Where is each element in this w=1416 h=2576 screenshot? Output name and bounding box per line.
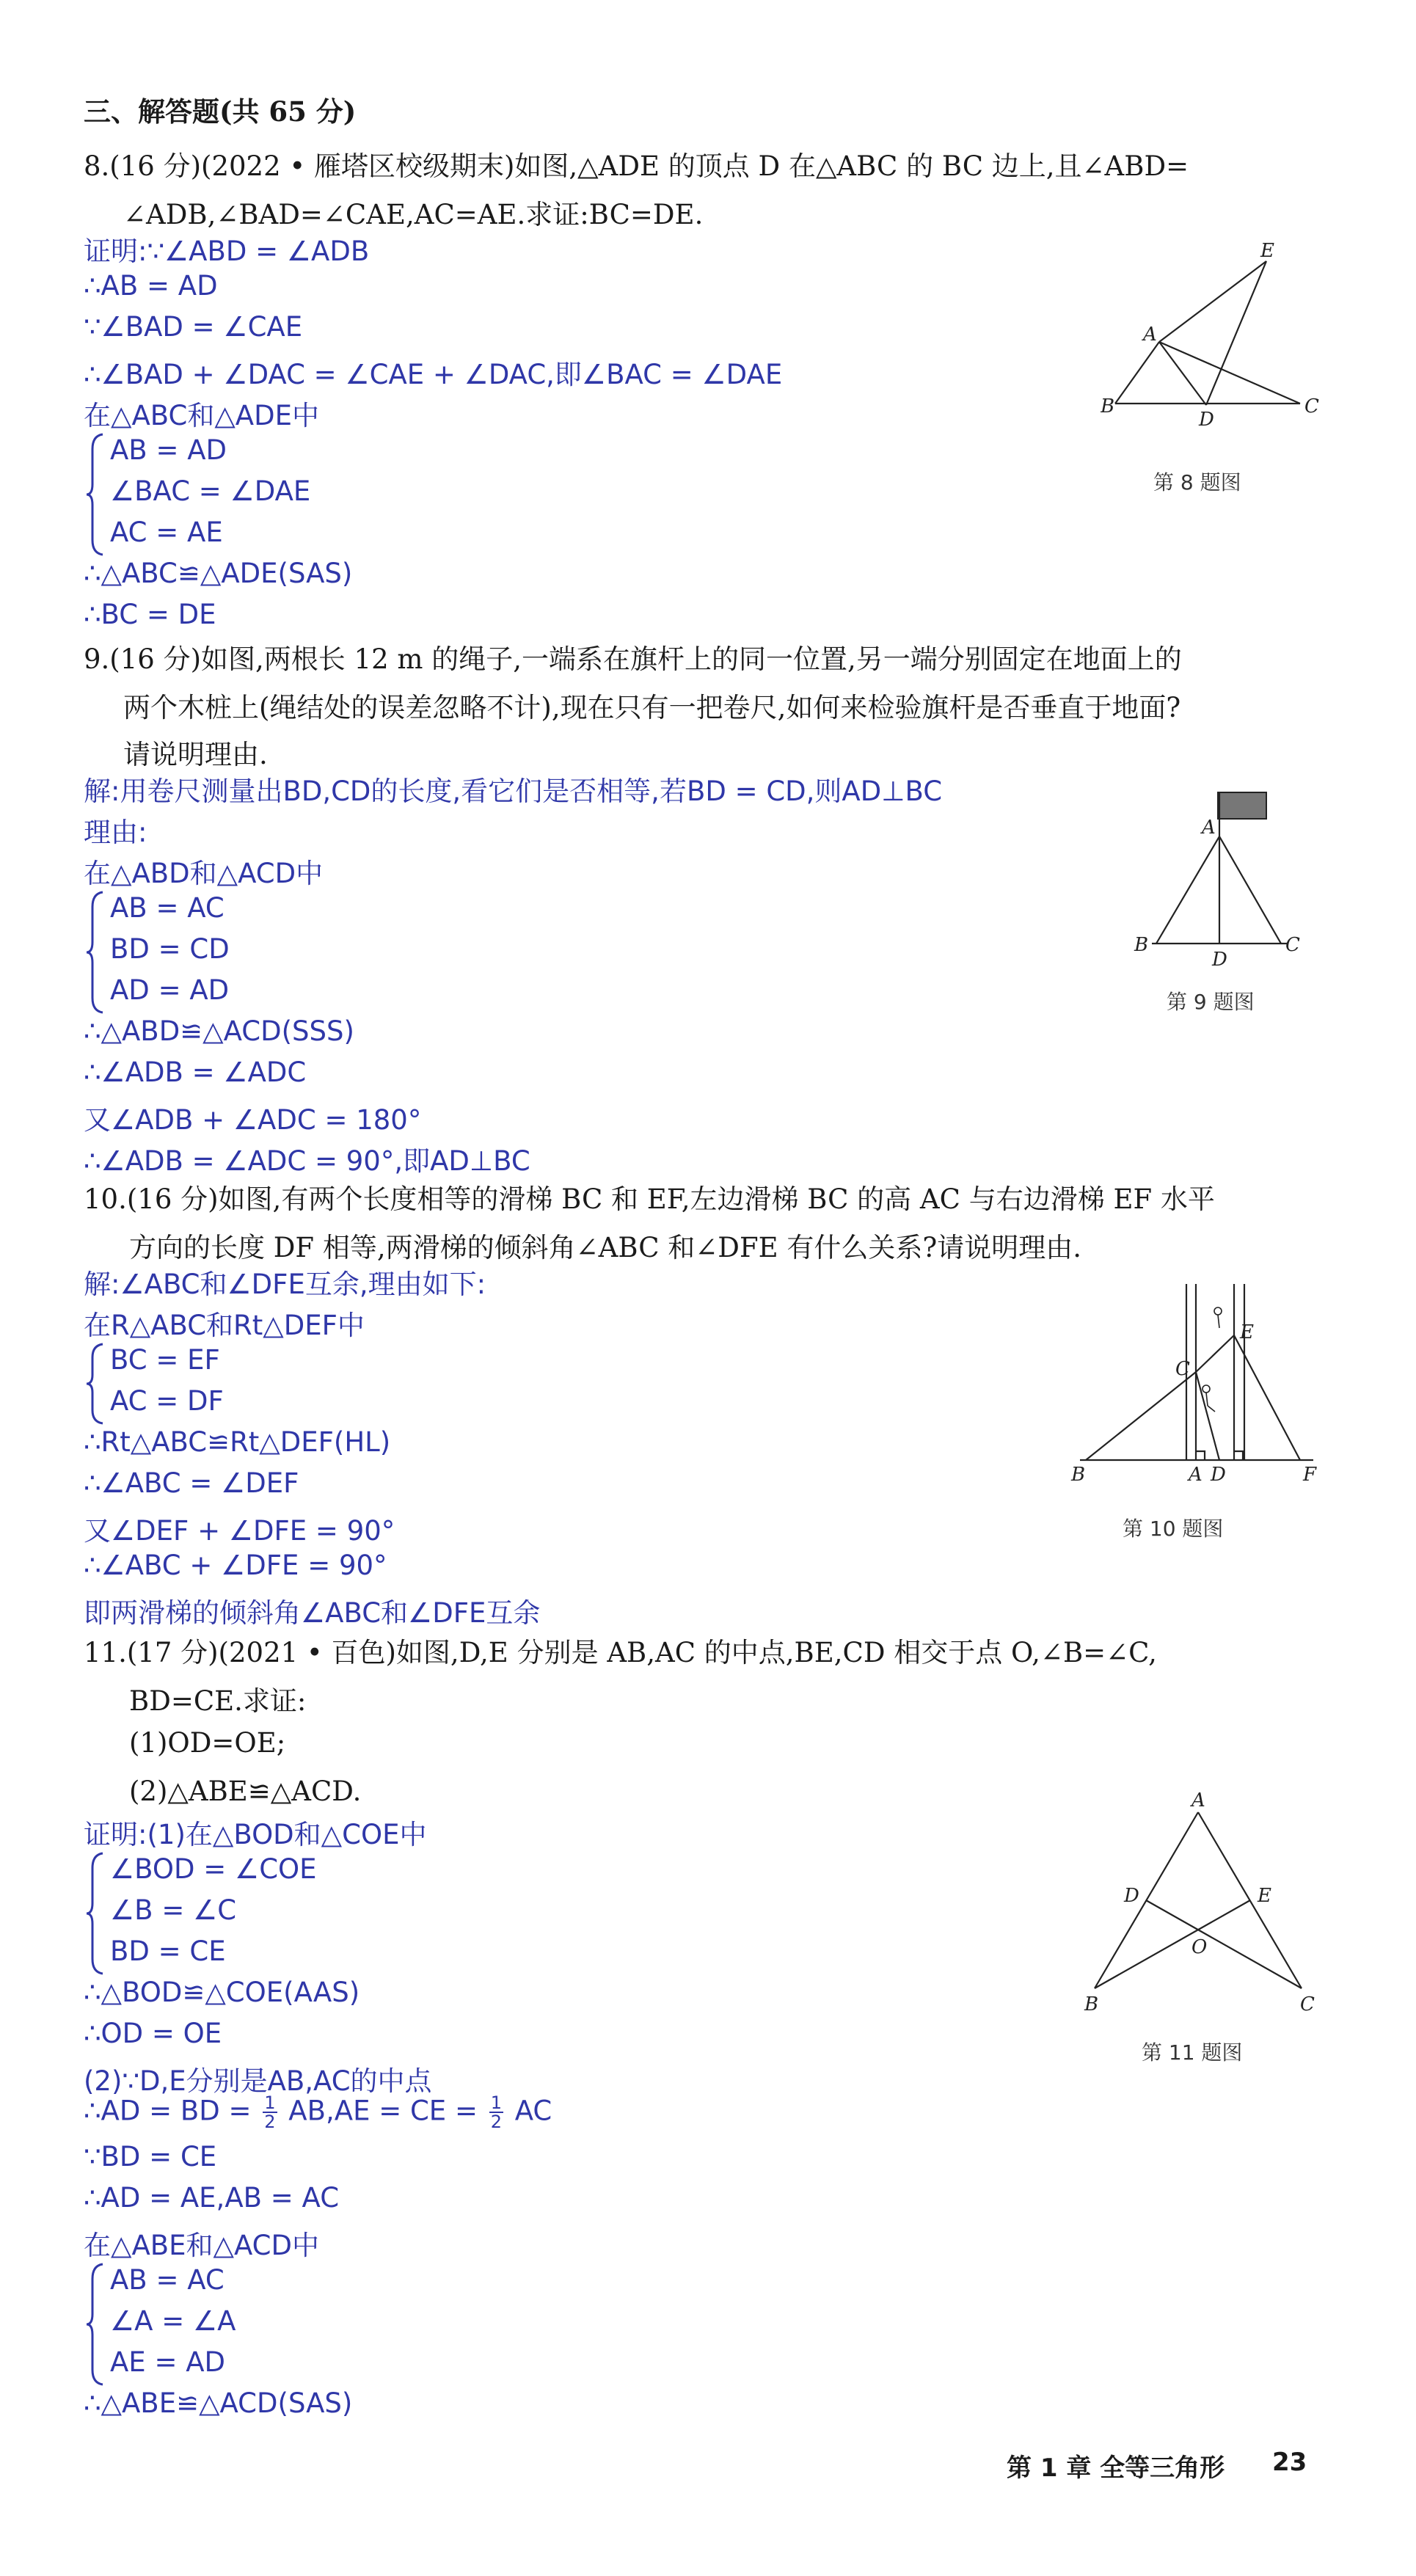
q11-answer-line1: 证明:(1)在△BOD和△COE中 [84, 1819, 427, 1850]
q10-stem-line2: 方向的长度 DF 相等,两滑梯的倾斜角∠ABC 和∠DFE 有什么关系?请说明理由. [129, 1232, 1081, 1263]
q9-conclusion-line3: 又∠ADB + ∠ADC = 180° [84, 1104, 422, 1136]
q9-label-B: B [1134, 934, 1149, 956]
q9-label-D: D [1212, 949, 1227, 971]
q10-label-B: B [1071, 1464, 1086, 1486]
q10-label-D: D [1211, 1464, 1226, 1486]
q9-stem-line2: 两个木桩上(绳结处的误差忽略不计),现在只有一把卷尺,如何来检验旗杆是否垂直于地面? [123, 692, 1181, 723]
q11-system1-eq1: ∠BOD = ∠COE [110, 1853, 317, 1885]
q8-figure [1101, 242, 1321, 433]
footer-chapter: 第 1 章 全等三角形 [1007, 2453, 1225, 2483]
q10-figure [1064, 1284, 1328, 1497]
q11-conclusion3-line1: ∴△ABE≌△ACD(SAS) [84, 2387, 353, 2419]
q9-system-eq2: BD = CD [110, 933, 230, 965]
person-icon [1202, 1307, 1222, 1412]
q9-stem-line3: 请说明理由. [123, 739, 268, 770]
q8-answer-line2: ∴AB = AD [84, 270, 218, 302]
q8-system-brace [85, 433, 107, 556]
q10-conclusion-line5: 即两滑梯的倾斜角∠ABC和∠DFE互余 [84, 1597, 541, 1629]
q11-conclusion1-line2: ∴OD = OE [84, 2018, 222, 2049]
q9-label-C: C [1285, 934, 1300, 956]
q9-system-eq1: AB = AC [110, 892, 225, 924]
q8-stem-line2: ∠ADB,∠BAD=∠CAE,AC=AE.求证:BC=DE. [123, 199, 704, 230]
q11-stem-line3: (1)OD=OE; [129, 1727, 286, 1759]
q11-system2-eq2: ∠A = ∠A [110, 2305, 236, 2337]
q11-conclusion1-line3: (2)∵D,E分别是AB,AC的中点 [84, 2065, 432, 2097]
q11-fraction-num-2: 1 [490, 2092, 502, 2113]
section-title: 三、解答题(共 65 分) [84, 95, 357, 128]
q11-fraction-half-1 [263, 2094, 277, 2131]
q11-fraction-den-2: 2 [490, 2112, 502, 2132]
q8-label-D: D [1199, 409, 1214, 431]
q10-conclusion-line4: ∴∠ABC + ∠DFE = 90° [84, 1550, 387, 1581]
q11-system2-eq3: AE = AD [110, 2346, 226, 2378]
q11-conclusion2-line3: 在△ABE和△ACD中 [84, 2230, 319, 2261]
q8-answer-line5: 在△ABC和△ADE中 [84, 400, 319, 431]
q11-stem-line2: BD=CE.求证: [129, 1685, 307, 1717]
q8-conclusion-line2: ∴BC = DE [84, 599, 216, 630]
q11-midpoint-equation [84, 2094, 552, 2131]
q9-figure [1130, 785, 1313, 976]
q11-stem-line4: (2)△ABE≌△ACD. [129, 1776, 362, 1807]
q10-answer-line1: 解:∠ABC和∠DFE互余,理由如下: [84, 1269, 486, 1300]
q10-conclusion-line2: ∴∠ABC = ∠DEF [84, 1467, 299, 1499]
q9-answer-line2: 理由: [84, 817, 147, 848]
q10-conclusion-line1: ∴Rt△ABC≌Rt△DEF(HL) [84, 1426, 391, 1458]
q11-system2-brace [85, 2263, 107, 2386]
q9-stem-line1: 9.(16 分)如图,两根长 12 m 的绳子,一端系在旗杆上的同一位置,另一端分别固定在地面上的 [84, 643, 1182, 675]
q10-system-brace [85, 1343, 107, 1425]
q10-figure-caption: 第 10 题图 [1123, 1517, 1224, 1541]
q8-system-eq2: ∠BAC = ∠DAE [110, 475, 311, 507]
q8-figure-caption: 第 8 题图 [1153, 470, 1241, 495]
q11-figure-caption: 第 11 题图 [1142, 2040, 1243, 2065]
q8-conclusion-line1: ∴△ABC≌△ADE(SAS) [84, 558, 353, 589]
q11-fraction-den-1: 2 [264, 2112, 276, 2132]
q11-label-O: O [1191, 1936, 1208, 1958]
q8-label-A: A [1143, 324, 1157, 346]
q11-stem-line1: 11.(17 分)(2021 • 百色)如图,D,E 分别是 AB,AC 的中点,BE,CD 相交于点 O,∠B=∠C, [84, 1637, 1157, 1668]
q9-conclusion-line4: ∴∠ADB = ∠ADC = 90°,即AD⊥BC [84, 1145, 530, 1177]
q11-label-E: E [1258, 1885, 1271, 1907]
q11-label-C: C [1300, 1993, 1315, 2015]
q11-system2-eq1: AB = AC [110, 2264, 225, 2296]
q10-label-F: F [1303, 1464, 1317, 1486]
q8-system-eq3: AC = AE [110, 517, 223, 548]
footer-page-number: 23 [1272, 2448, 1307, 2477]
q10-system-eq1: BC = EF [110, 1344, 220, 1376]
q8-answer-line1: 证明:∵∠ABD = ∠ADB [84, 236, 370, 267]
q11-system1-eq2: ∠B = ∠C [110, 1894, 237, 1926]
q11-system1-brace [85, 1852, 107, 1975]
q9-system-brace [85, 891, 107, 1014]
q10-system-eq2: AC = DF [110, 1385, 224, 1417]
q10-conclusion-line3: 又∠DEF + ∠DFE = 90° [84, 1515, 395, 1547]
q9-label-A: A [1202, 817, 1216, 839]
q10-label-C: C [1175, 1358, 1190, 1380]
q9-answer-line3: 在△ABD和△ACD中 [84, 858, 324, 889]
q11-fraction-half-2 [489, 2094, 503, 2131]
q11-label-D: D [1124, 1885, 1139, 1907]
q11-conclusion1-line1: ∴△BOD≌△COE(AAS) [84, 1977, 360, 2008]
q8-system-eq1: AB = AD [110, 434, 227, 466]
q11-midpoint-part2: AB,AE = CE = [280, 2095, 486, 2127]
q9-conclusion-line1: ∴△ABD≌△ACD(SSS) [84, 1015, 354, 1047]
q11-conclusion2-line1: ∵BD = CE [84, 2141, 217, 2172]
q11-conclusion2-line2: ∴AD = AE,AB = AC [84, 2182, 340, 2214]
q11-label-B: B [1084, 1993, 1099, 2015]
q10-label-E: E [1240, 1321, 1254, 1343]
q9-conclusion-line2: ∴∠ADB = ∠ADC [84, 1057, 307, 1088]
q11-midpoint-part1: ∴AD = BD = [84, 2095, 260, 2127]
q11-figure [1079, 1790, 1328, 2025]
q11-midpoint-part3: AC [506, 2095, 552, 2127]
q9-answer-line1: 解:用卷尺测量出BD,CD的长度,看它们是否相等,若BD = CD,则AD⊥BC [84, 776, 943, 807]
q10-answer-line2: 在R△ABC和Rt△DEF中 [84, 1310, 365, 1341]
q10-label-A: A [1189, 1464, 1202, 1486]
q8-stem-line1: 8.(16 分)(2022 • 雁塔区校级期末)如图,△ADE 的顶点 D 在△ABC 的 BC 边上,且∠ABD= [84, 150, 1189, 182]
q11-system1-eq3: BD = CE [110, 1935, 226, 1967]
q8-label-B: B [1101, 395, 1115, 417]
q8-label-E: E [1260, 242, 1274, 262]
q10-stem-line1: 10.(16 分)如图,有两个长度相等的滑梯 BC 和 EF,左边滑梯 BC 的高 AC 与右边滑梯 EF 水平 [84, 1183, 1215, 1215]
q9-system-eq3: AD = AD [110, 974, 230, 1006]
flag-icon [1218, 792, 1266, 819]
q11-label-A: A [1191, 1790, 1205, 1811]
q8-label-C: C [1304, 395, 1319, 417]
q8-answer-line4: ∴∠BAD + ∠DAC = ∠CAE + ∠DAC,即∠BAC = ∠DAE [84, 359, 783, 390]
q8-answer-line3: ∵∠BAD = ∠CAE [84, 311, 303, 343]
q9-figure-caption: 第 9 题图 [1167, 990, 1255, 1014]
q11-fraction-num-1: 1 [264, 2092, 276, 2113]
